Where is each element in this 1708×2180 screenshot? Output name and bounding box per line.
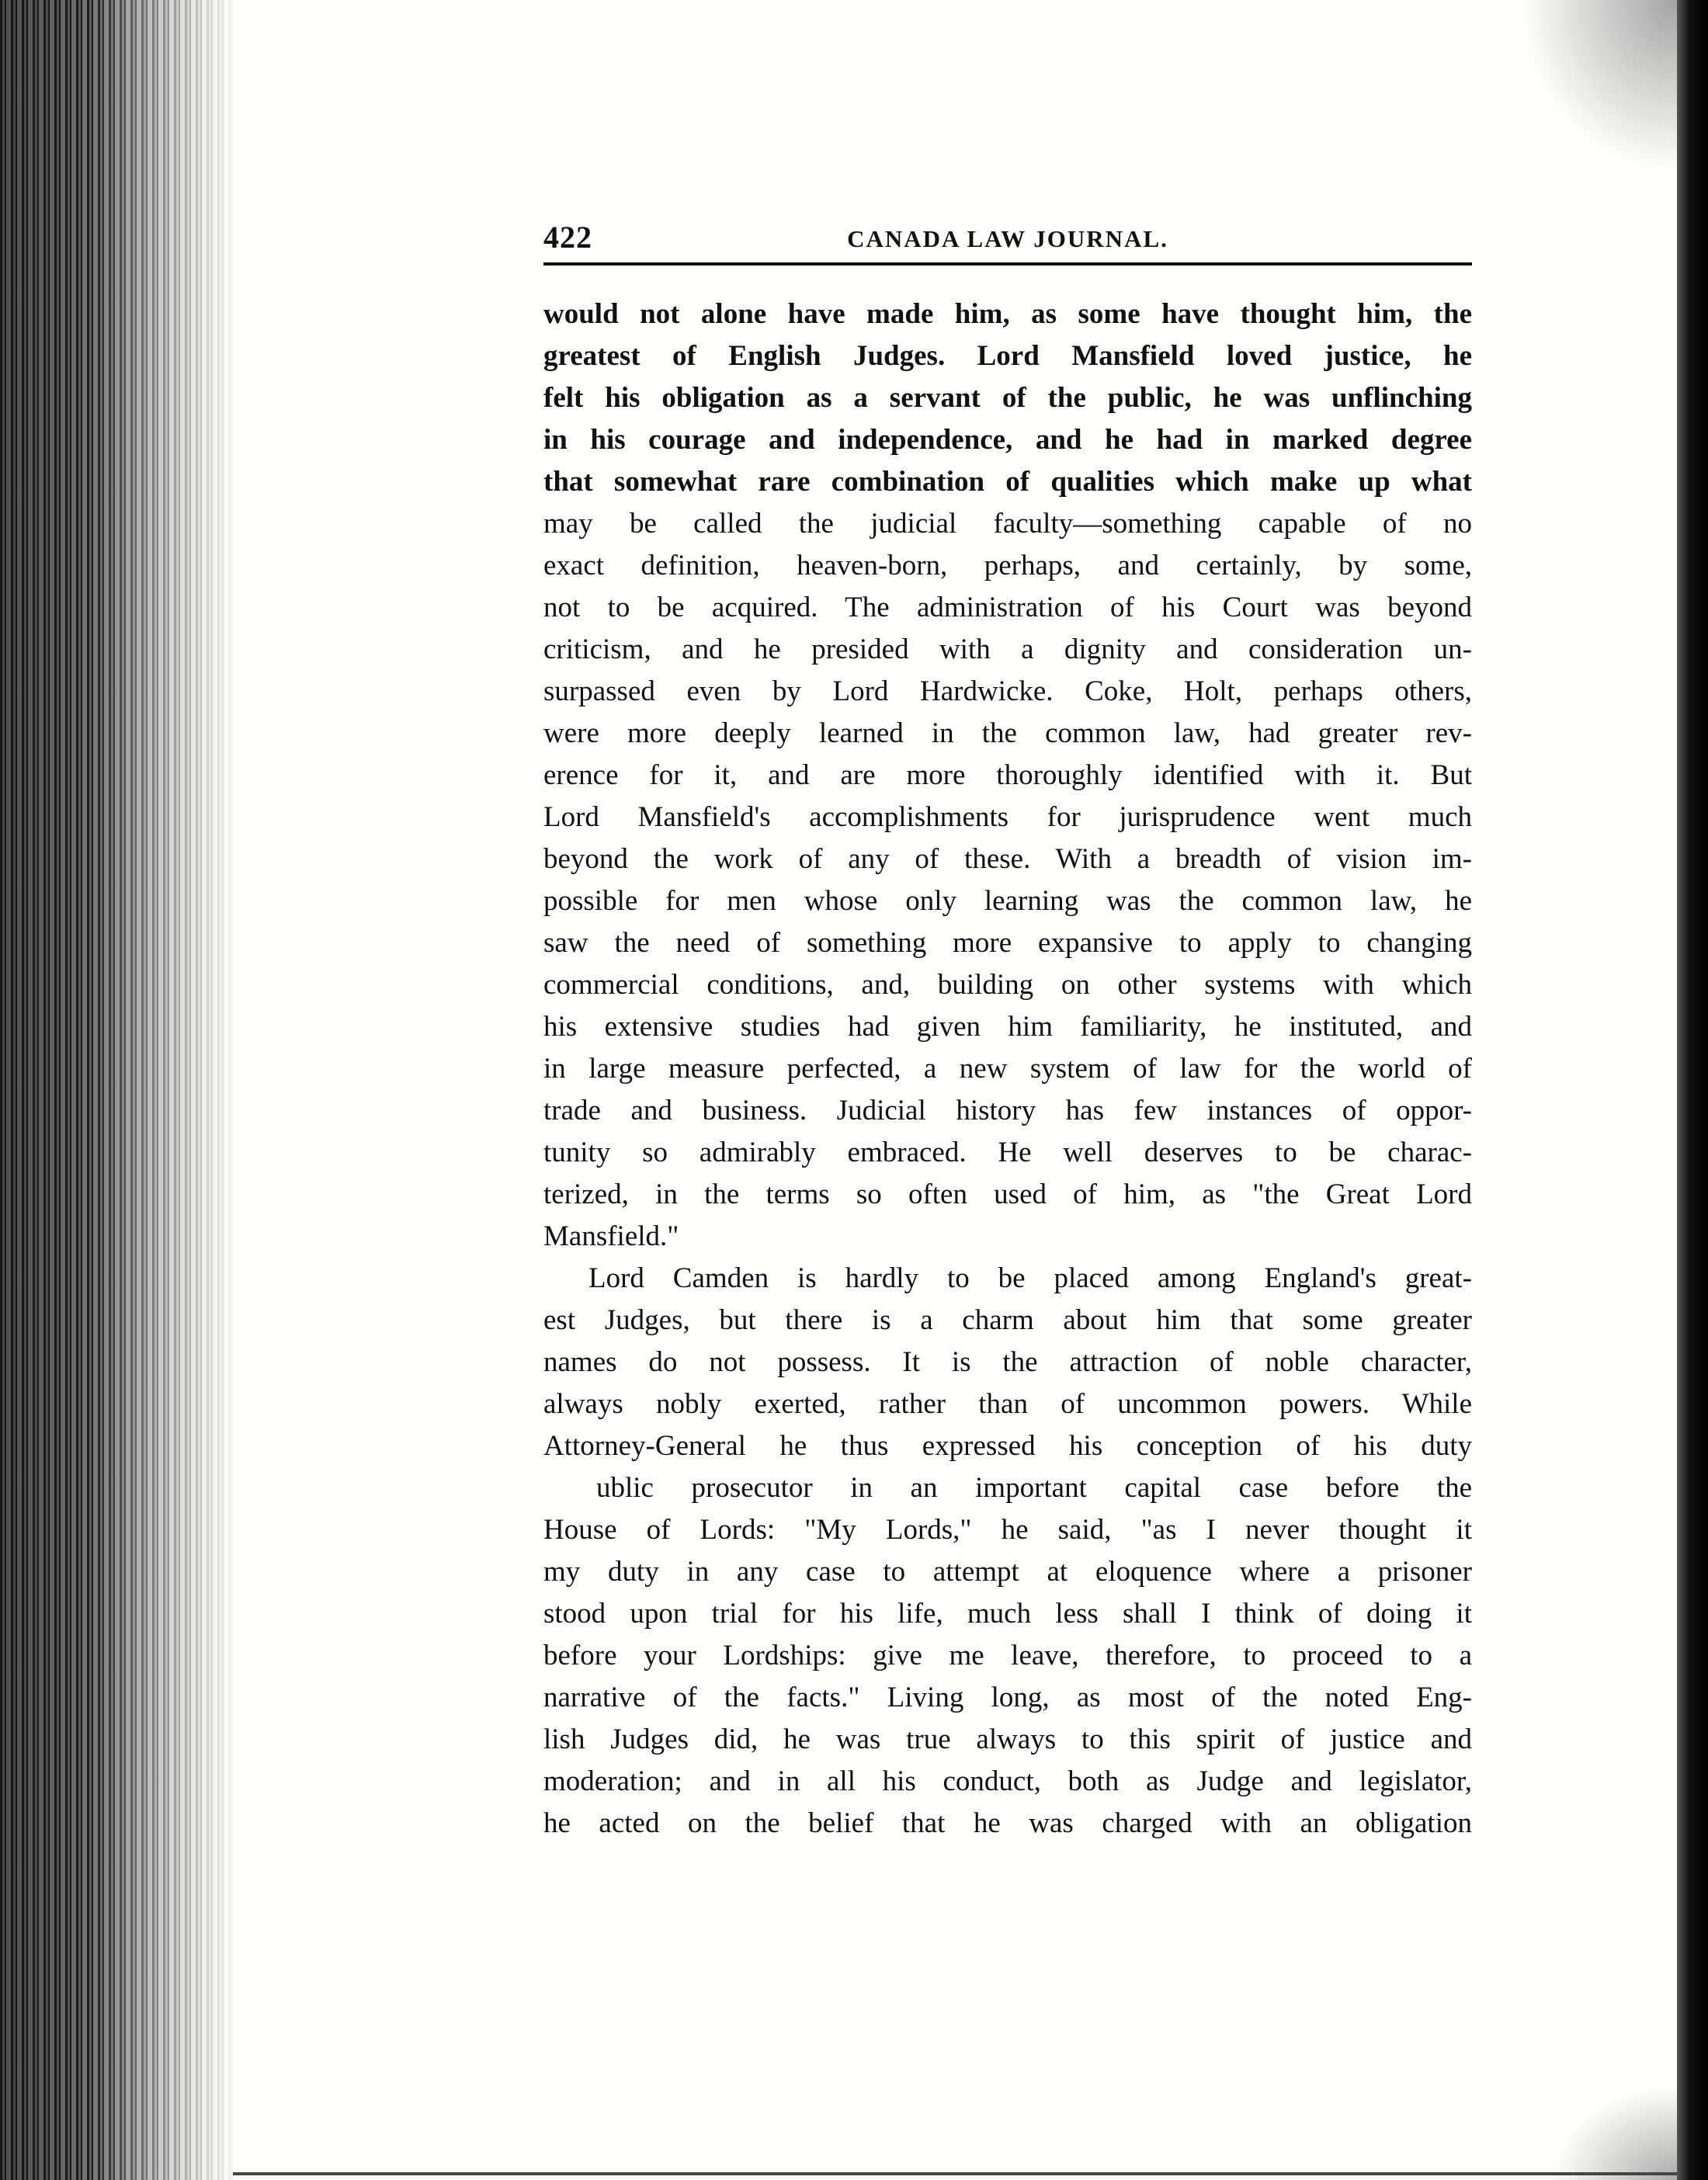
text-line: saw the need of something more expansive to apply to changing bbox=[543, 927, 1472, 959]
text-line: may be called the judicial faculty—something capable of no bbox=[543, 508, 1472, 540]
text-line: before your Lordships: give me leave, therefore, to proceed to a bbox=[543, 1640, 1472, 1671]
text-line: Mansfield." bbox=[543, 1220, 679, 1252]
text-line: his extensive studies had given him familiarity, he instituted, and bbox=[543, 1011, 1472, 1043]
text-line: in large measure perfected, a new system of law for the world of bbox=[543, 1053, 1472, 1085]
text-line: surpassed even by Lord Hardwicke. Coke, Holt, perhaps others, bbox=[543, 675, 1472, 707]
text-line: commercial conditions, and, building on other systems with which bbox=[543, 969, 1472, 1001]
scan-corner-noise bbox=[1522, 0, 1677, 171]
paragraph-camden bbox=[543, 1258, 1472, 1845]
text-line: possible for men whose only learning was the common law, he bbox=[543, 885, 1472, 917]
header-rule bbox=[543, 262, 1472, 266]
text-line: est Judges, but there is a charm about him that some greater bbox=[543, 1304, 1472, 1336]
page-header bbox=[543, 219, 1472, 266]
text-line: exact definition, heaven-born, perhaps, and certainly, by some, bbox=[543, 550, 1472, 581]
text-line: ublic prosecutor in an important capital case before the bbox=[596, 1472, 1472, 1504]
scan-binding-shadow-right bbox=[1677, 0, 1708, 2180]
text-line: stood upon trial for his life, much less shall I think of doing it bbox=[543, 1598, 1472, 1630]
text-line: not to be acquired. The administration of his Court was beyond bbox=[543, 592, 1472, 623]
text-line: always nobly exerted, rather than of uncommon powers. While bbox=[543, 1388, 1472, 1420]
text-line: Lord Camden is hardly to be placed among England's great- bbox=[588, 1262, 1472, 1294]
scan-corner-noise-bottom bbox=[1553, 2087, 1677, 2180]
text-line: House of Lords: "My Lords," he said, "as I never thought it bbox=[543, 1514, 1472, 1546]
text-line: in his courage and independence, and he had in marked degree bbox=[543, 424, 1472, 456]
text-line: criticism, and he presided with a dignity and consideration un- bbox=[543, 634, 1472, 665]
text-line: felt his obligation as a servant of the public, he was unflinching bbox=[543, 382, 1472, 414]
text-line: erence for it, and are more thoroughly identified with it. But bbox=[543, 759, 1472, 791]
text-line: trade and business. Judicial history has few instances of oppor- bbox=[543, 1095, 1472, 1126]
text-line: narrative of the facts." Living long, as most of the noted Eng- bbox=[543, 1682, 1472, 1713]
text-line: he acted on the belief that he was charged with an obligation bbox=[543, 1807, 1472, 1839]
text-line: were more deeply learned in the common law, had greater rev- bbox=[543, 717, 1472, 749]
paragraph-mansfield bbox=[543, 503, 1472, 1258]
text-line: Attorney-General he thus expressed his conception of his duty bbox=[543, 1430, 1472, 1462]
text-line: that somewhat rare combination of qualities which make up what bbox=[543, 466, 1472, 498]
text-line: tunity so admirably embraced. He well deserves to be charac- bbox=[543, 1137, 1472, 1168]
text-line: beyond the work of any of these. With a breadth of vision im- bbox=[543, 843, 1472, 875]
text-line: my duty in any case to attempt at eloquence where a prisoner bbox=[543, 1556, 1472, 1588]
text-line: would not alone have made him, as some have thought him, the bbox=[543, 298, 1472, 330]
running-title: CANADA LAW JOURNAL. bbox=[847, 225, 1168, 252]
text-line: Lord Mansfield's accomplishments for jurisprudence went much bbox=[543, 801, 1472, 833]
text-line: names do not possess. It is the attraction of noble character, bbox=[543, 1346, 1472, 1378]
text-line: terized, in the terms so often used of him, as "the Great Lord bbox=[543, 1179, 1472, 1210]
paragraph-mansfield-bold-lines bbox=[543, 293, 1472, 503]
scan-binding-shadow-left bbox=[0, 0, 233, 2180]
text-line: lish Judges did, he was true always to this spirit of justice and bbox=[543, 1724, 1472, 1755]
page-number: 422 bbox=[543, 220, 592, 255]
body-text bbox=[543, 293, 1472, 1845]
text-line: greatest of English Judges. Lord Mansfield loved justice, he bbox=[543, 340, 1472, 372]
text-line: moderation; and in all his conduct, both as Judge and legislator, bbox=[543, 1765, 1472, 1797]
page-bottom-edge bbox=[233, 2172, 1677, 2175]
